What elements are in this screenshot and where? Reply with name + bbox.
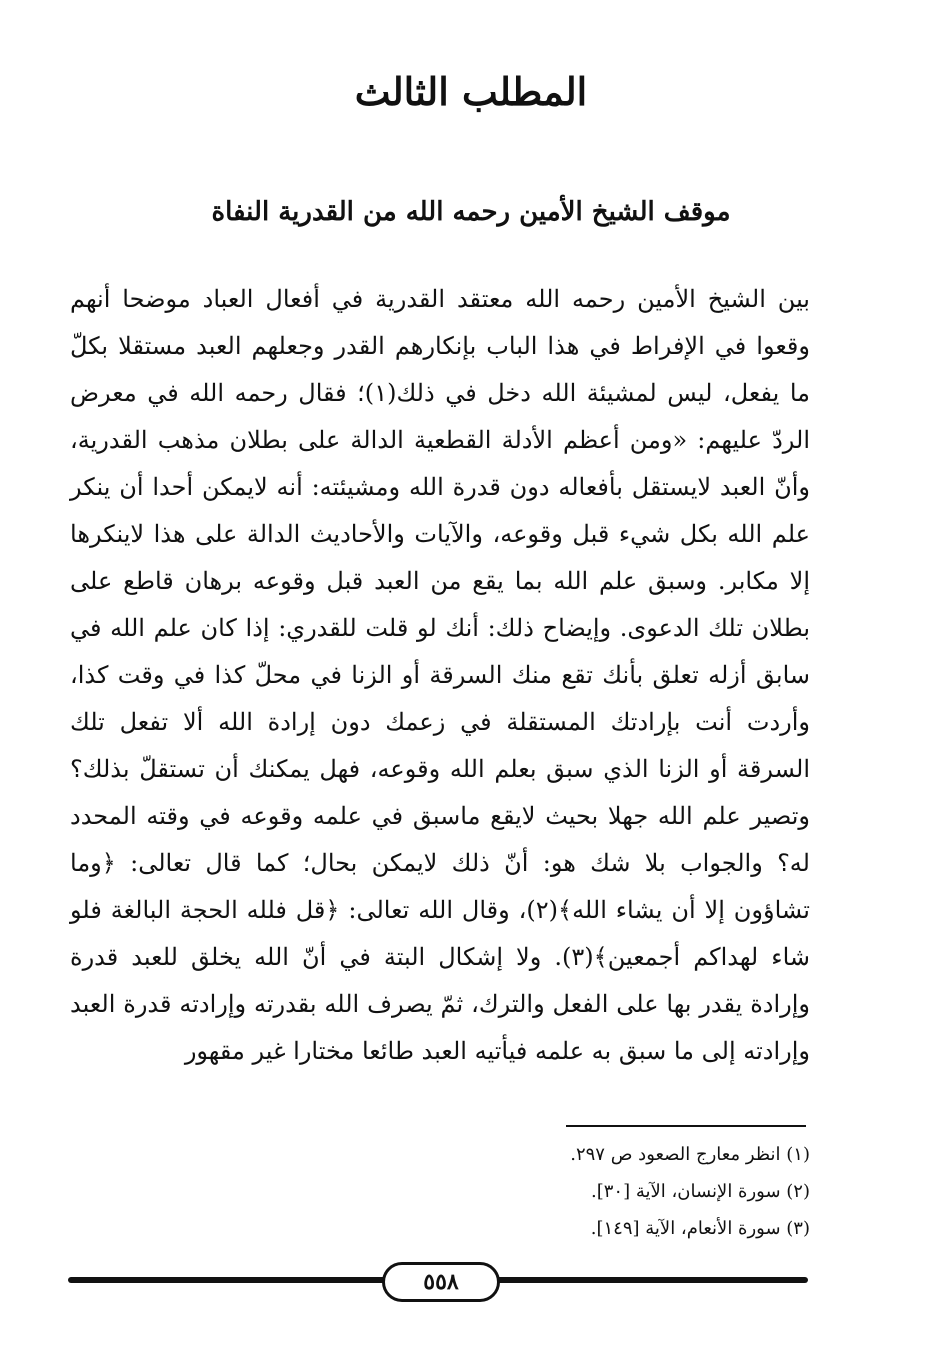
page-footer [68,1262,808,1300]
footer-rule-left [68,1277,388,1283]
section-title: موقف الشيخ الأمين رحمه الله من القدرية النفاة [211,197,731,227]
page-number: ٥٥٨ [382,1262,500,1302]
footnote-1: (١) انظر معارج الصعود ص ٢٩٧. [570,1144,810,1165]
footnote-3: (٣) سورة الأنعام، الآية [١٤٩]. [590,1218,810,1239]
footer-rule-right [488,1277,808,1283]
footnotes [400,1136,810,1247]
chapter-title: المطلب الثالث [354,69,588,114]
footnote-separator [566,1125,806,1127]
body-paragraph: بين الشيخ الأمين رحمه الله معتقد القدرية في أفعال العباد موضحا أنهم وقعوا في الإفراط في هذا الباب بإنكارهم القدر وجعلهم العبد مستقلا بكلّ ما يفعل، ليس لمشيئة الله دخل في ذلك(١)؛ فقال رحمه الله في معرض الردّ عليهم: «ومن أعظم الأدلة القطعية الدالة على بطلان مذهب القدرية، وأنّ العبد لايستقل بأفعاله دون قدرة الله ومشيئته: أنه لايمكن أحدا أن ينكر علم الله بكل شيء قبل وقوعه، والآيات والأحاديث الدالة على هذا لاينكرها إلا مكابر. وسبق علم الله بما يقع من العبد قبل وقوعه برهان قاطع على بطلان تلك الدعوى. وإيضاح ذلك: أنك لو قلت للقدري: إذا كان علم الله في سابق أزله تعلق بأنك تقع منك السرقة أو الزنا في محلّ كذا في وقت كذا، وأردت أنت بإرادتك المستقلة في زعمك دون إرادة الله ألا تفعل تلك السرقة أو الزنا الذي سبق بعلم الله وقوعه، فهل يمكنك أن تستقلّ بذلك؟ وتصير علم الله جهلا بحيث لايقع ماسبق في علمه وقوعه في وقته المحدد له؟ والجواب بلا شك هو: أنّ ذلك لايمكن بحال؛ كما قال تعالى: ﴿وما تشاؤون إلا أن يشاء الله﴾(٢)، وقال الله تعالى: ﴿قل فلله الحجة البالغة فلو شاء لهداكم أجمعين﴾(٣). ولا إشكال البتة في أنّ الله يخلق للعبد قدرة وإرادة يقدر بها على الفعل والترك، ثمّ يصرف الله بقدرته وإرادته قدرة العبد وإرادته إلى ما سبق به علمه فيأتيه العبد طائعا مختارا غير مقهور [70,285,810,1065]
footnote-2: (٢) سورة الإنسان، الآية [٣٠]. [590,1181,810,1202]
body-text [70,276,810,1075]
